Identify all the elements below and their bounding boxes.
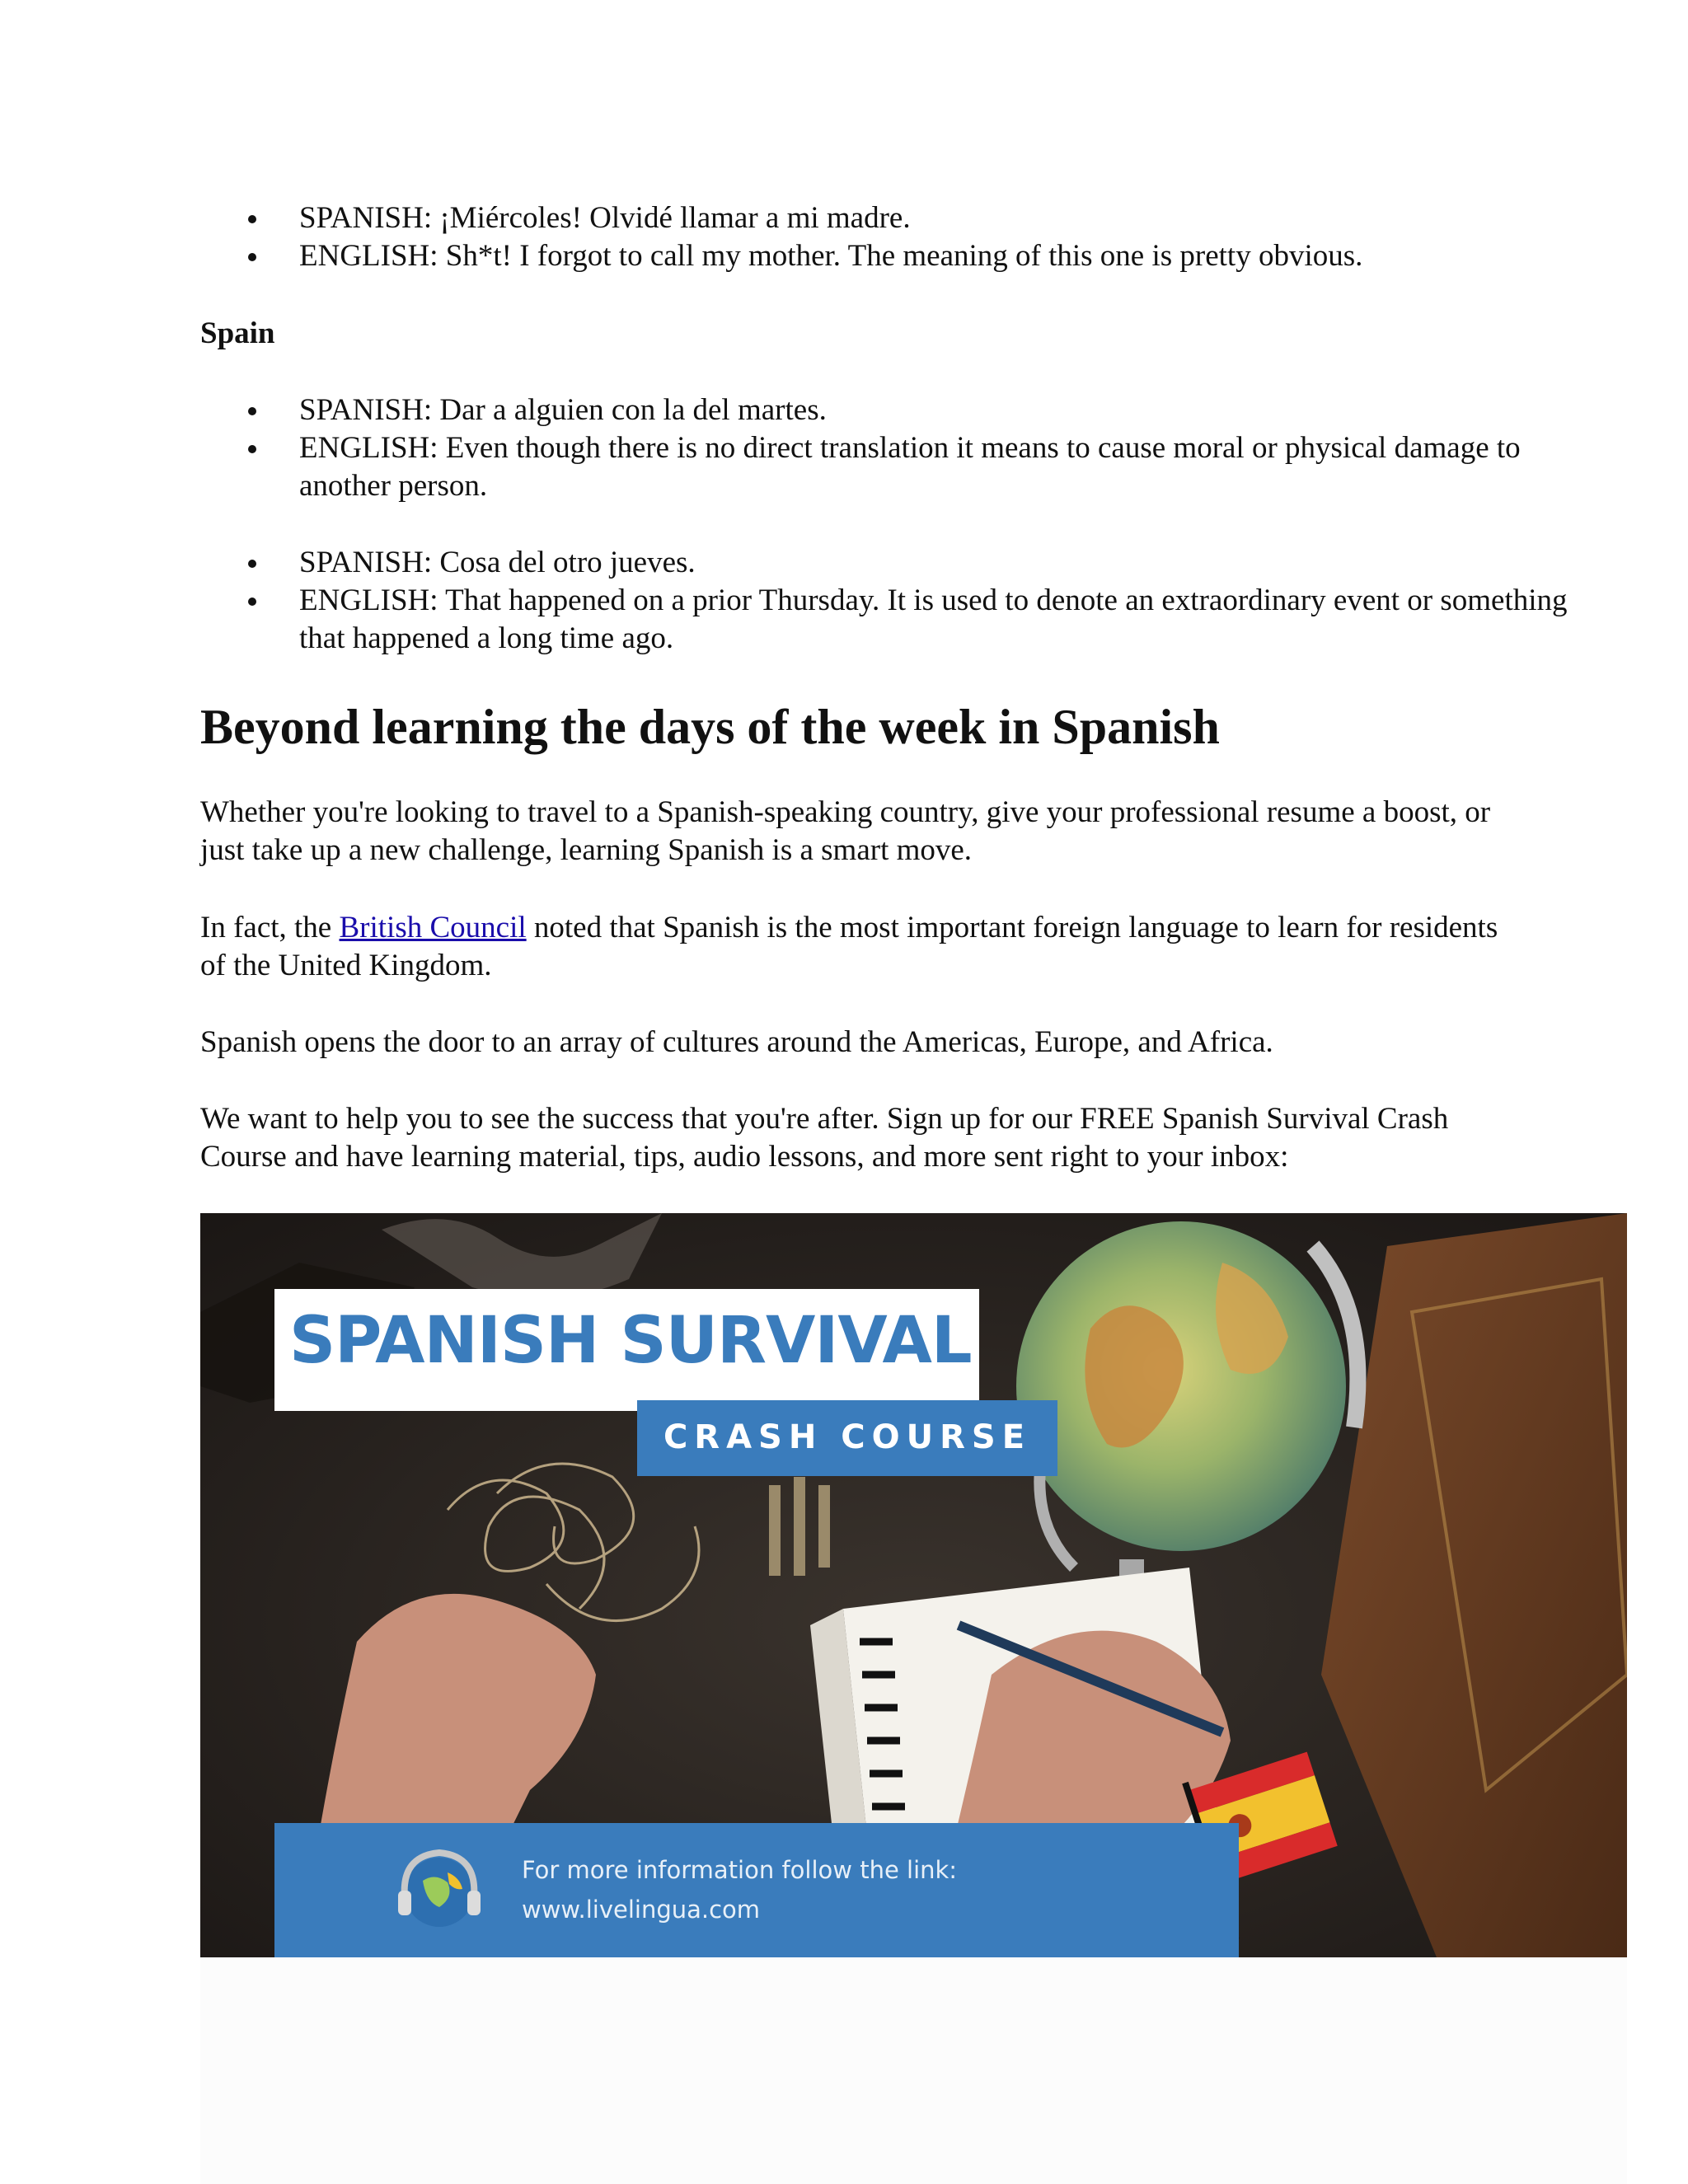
paragraph-british-council [200, 909, 1503, 985]
british-council-link[interactable]: British Council [339, 911, 527, 944]
list-item: ENGLISH: That happened on a prior Thursday. It is used to denote an extraordinary event or something that happened a long time ago. [299, 582, 1601, 658]
banner-title-box [274, 1289, 979, 1411]
paragraph-text: noted that Spanish is the most important foreign language to learn for residents of the United Kingdom. [200, 911, 1498, 982]
paragraph-cultures: Spanish opens the door to an array of cultures around the Americas, Europe, and Africa. [200, 1025, 1273, 1059]
section-label-spain: Spain [200, 316, 275, 350]
phrase-list-martes [200, 391, 1601, 505]
list-item: SPANISH: Dar a alguien con la del martes. [299, 391, 1601, 429]
paragraph-text: In fact, the [200, 911, 340, 944]
list-item: ENGLISH: Sh*t! I forgot to call my mother. The meaning of this one is pretty obvious. [299, 237, 1601, 275]
banner-footer-bar [274, 1823, 1239, 1957]
banner-subtitle-box [637, 1400, 1057, 1476]
paragraph-intro: Whether you're looking to travel to a Spanish-speaking country, give your professional resume a boost, or just take up a new challenge, learning Spanish is a smart move. [200, 795, 1491, 867]
banner-subtitle: CRASH COURSE [663, 1418, 1032, 1456]
banner-footer-url[interactable]: www.livelingua.com [522, 1896, 761, 1924]
banner-bottom-space [200, 1957, 1627, 2184]
section-heading: Beyond learning the days of the week in Spanish [200, 700, 1220, 754]
phrase-list-jueves [200, 544, 1601, 658]
banner-footer-line1: For more information follow the link: [522, 1856, 958, 1884]
list-item: SPANISH: Cosa del otro jueves. [299, 544, 1601, 582]
crash-course-banner[interactable] [200, 1213, 1627, 1957]
headphones-globe-icon [390, 1840, 489, 1938]
phrase-list-miercoles [200, 199, 1601, 275]
banner-title: SPANISH SURVIVAL [289, 1304, 972, 1378]
list-item: ENGLISH: Even though there is no direct translation it means to cause moral or physical damage to another person. [299, 429, 1601, 505]
paragraph-signup: We want to help you to see the success that you're after. Sign up for our FREE Spanish Survival Crash Course and have learning material, tips, audio lessons, and more sent right to your inbox: [200, 1102, 1449, 1174]
list-item: SPANISH: ¡Miércoles! Olvidé llamar a mi madre. [299, 199, 1601, 237]
